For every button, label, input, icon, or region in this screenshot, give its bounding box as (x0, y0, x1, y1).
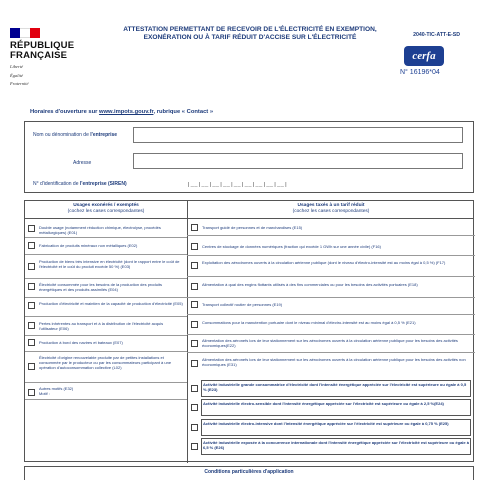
french-flag-icon (10, 28, 40, 38)
row-separator (25, 297, 187, 298)
form-id: 2040-TIC-ATT-E-SD (413, 32, 460, 38)
logo-line-1: RÉPUBLIQUE (10, 40, 75, 51)
checkbox-e23[interactable] (191, 385, 198, 392)
checkbox-e22[interactable] (191, 340, 198, 347)
right-header-title: Usages taxés à un tarif réduit (297, 203, 365, 208)
checkbox-e32[interactable] (28, 389, 35, 396)
checkbox-e06[interactable] (28, 322, 35, 329)
company-name-label (33, 132, 117, 138)
motto-fraternite: Fraternité (10, 81, 29, 86)
checkbox-e24[interactable] (191, 404, 198, 411)
right-column-header (187, 201, 475, 219)
checkbox-e21[interactable] (191, 321, 198, 328)
item-e25: Activité industrielle électro-intensive dont l'intensité énergétique appréciée sur l'électricité est supérieure ou égale à 0,75 % (E25) (203, 421, 449, 426)
siren-label-text: N° d'identification de (33, 181, 80, 187)
row-separator (187, 297, 475, 298)
item-e22: Alimentation des aéronefs lors de leur stationnement sur les aérodromes ouverts à la circulation aérienne publique pour les besoins des activités économiques(E22) (202, 338, 458, 348)
row-separator (187, 235, 475, 236)
left-header-sub: (cochez les cases correspondantes) (67, 209, 145, 214)
checkbox-e04[interactable] (28, 283, 35, 290)
item-e19: Transport collectif routier de personnes (E19) (202, 302, 283, 307)
item-f17: Exploitation des aérodromes ouverts à la circulation aérienne publique (dont le niveau d'électro-intensité est au moins égal à 0,5 %) (F17) (202, 260, 446, 265)
flag-white-band (20, 28, 30, 38)
conditions-title: Conditions particulières d'application (204, 469, 294, 475)
usages-table (24, 200, 474, 462)
company-name-label-bold: l'entreprise (90, 132, 118, 138)
flag-red-band (30, 28, 40, 38)
cerfa-number: N° 16196*04 (400, 69, 440, 76)
checkbox-e05[interactable] (28, 302, 35, 309)
left-header-title: Usages exonérés / exemptés (73, 203, 139, 208)
motto-egalite: Égalité (10, 72, 23, 78)
checkbox-f17[interactable] (191, 262, 198, 269)
item-l02: Électricité d'origine renouvelable produite par de petites installations et consommée par le producteur ou par les consommateurs participant à une opération d'autoconsommation collective (L02) (39, 355, 172, 370)
checkbox-e25[interactable] (191, 424, 198, 431)
checkbox-e18[interactable] (191, 283, 198, 290)
row-separator (25, 399, 187, 400)
logo-line-2: FRANÇAISE (10, 50, 68, 61)
item-e21: Consommations pour la manutention portuaire dont le niveau minimal d'électro-intensité est au moins égal à 0,5 % (E21) (202, 320, 416, 325)
item-f16: Centres de stockage de données numériques (fraction qui excède 1 GWh sur une année civile) (F16) (202, 244, 381, 249)
item-e07: Production à bord des navires et bateaux (E07) (39, 340, 123, 345)
checkbox-e26[interactable] (191, 443, 198, 450)
checkbox-f16[interactable] (191, 243, 198, 250)
company-name-label-text: Nom ou dénomination de (33, 132, 91, 138)
item-e31: Alimentation des aéronefs lors de leur stationnement sur les aérodromes ouverts à la circulation aérienne publique pour les besoins des activités non économiques (E31) (202, 357, 466, 367)
row-separator (25, 316, 187, 317)
item-e23: Activité industrielle grande consommatrice d'électricité dont l'intensité énergétique appréciée sur l'électricité est supérieure ou égale à 0,5 % (E23) (203, 382, 467, 392)
row-separator (25, 237, 187, 238)
item-e26: Activité industrielle exposée à la concurrence internationale dont l'intensité énergétique appréciée sur l'électricité est supérieure ou égale à 6,5 % (E26) (203, 440, 469, 450)
row-separator (25, 335, 187, 336)
left-column-header (25, 201, 187, 219)
item-e02: Fabrication de produits minéraux non métalliques (E02) (39, 243, 138, 248)
column-divider (187, 201, 188, 463)
impots-link[interactable]: www.impots.gouv.fr (99, 109, 154, 115)
item-e32: Autres motifs (E32) (39, 386, 74, 391)
item-e18: Alimentation à quai des engins flottants utilisés à des fins commerciales ou pour les besoins des activités portuaires (E18) (202, 282, 418, 287)
row-separator (187, 314, 475, 315)
item-e01: Double usage (notamment réduction chimique, électrolyse, procédés métallurgiques) (E01) (39, 225, 161, 235)
hours-suffix: , rubrique « Contact » (153, 109, 214, 115)
address-input[interactable] (133, 153, 463, 169)
row-separator (187, 255, 475, 256)
republique-francaise-logo (10, 28, 82, 87)
item-e24: Activité industrielle électro-sensible dont l'intensité énergétique appréciée sur l'électricité est supérieure ou égale à 2,5 %(E24) (203, 401, 444, 406)
checkbox-e01[interactable] (28, 225, 35, 232)
motto-liberte: Liberté (10, 64, 23, 69)
row-separator (187, 334, 475, 335)
form-title (100, 26, 400, 42)
checkbox-e02[interactable] (28, 242, 35, 249)
item-e06: Pertes inhérentes au transport et à la distribution de l'électricité acquis l'utilisateur (E06) (39, 321, 164, 331)
item-e03: Production de biens très intensive en électricité (dont le rapport entre le coût de l'électricité et le coût du produit excède 50 %) (E03) (39, 259, 180, 269)
company-name-input[interactable] (133, 127, 463, 143)
row-separator (25, 254, 187, 255)
hours-prefix: Horaires d'ouverture sur (30, 109, 100, 115)
row-separator (25, 382, 187, 383)
opening-hours-line (30, 109, 213, 115)
checkbox-e03[interactable] (28, 263, 35, 270)
conditions-section (24, 466, 474, 480)
item-e04: Électricité consommée pour les besoins de la production des produits énergétiques et des produits assimilés (E04) (39, 282, 162, 292)
checkbox-l02[interactable] (28, 363, 35, 370)
item-e15: Transport guidé de personnes et de marchandises (E15) (202, 225, 303, 230)
row-separator (25, 278, 187, 279)
flag-blue-band (10, 28, 20, 38)
checkbox-e19[interactable] (191, 301, 198, 308)
right-header-sub: (cochez les cases correspondantes) (292, 209, 370, 214)
identity-section (24, 121, 474, 193)
cerfa-logo: cerfa (404, 46, 444, 66)
address-label: Adresse (73, 160, 92, 166)
row-separator (25, 351, 187, 352)
siren-label (33, 181, 127, 187)
checkbox-e15[interactable] (191, 224, 198, 231)
item-e05: Production d'électricité et maintien de la capacité de production d'électricité (E05) (39, 301, 183, 306)
siren-input[interactable]: |__|__|__|__|__|__|__|__|__| (187, 181, 288, 188)
checkbox-e07[interactable] (28, 339, 35, 346)
form-title-line-2: EXONÉRATION OU À TARIF RÉDUIT D'ACCISE SUR L'ÉLECTRICITÉ (143, 34, 357, 41)
row-separator (187, 276, 475, 277)
row-separator (187, 352, 475, 353)
item-e32-motif: Motif : (39, 391, 50, 396)
siren-label-bold: l'entreprise (SIREN) (79, 181, 127, 187)
form-title-line-1: ATTESTATION PERMETTANT DE RECEVOIR DE L'ÉLECTRICITÉ EN EXEMPTION, (123, 26, 377, 33)
checkbox-e31[interactable] (191, 360, 198, 367)
